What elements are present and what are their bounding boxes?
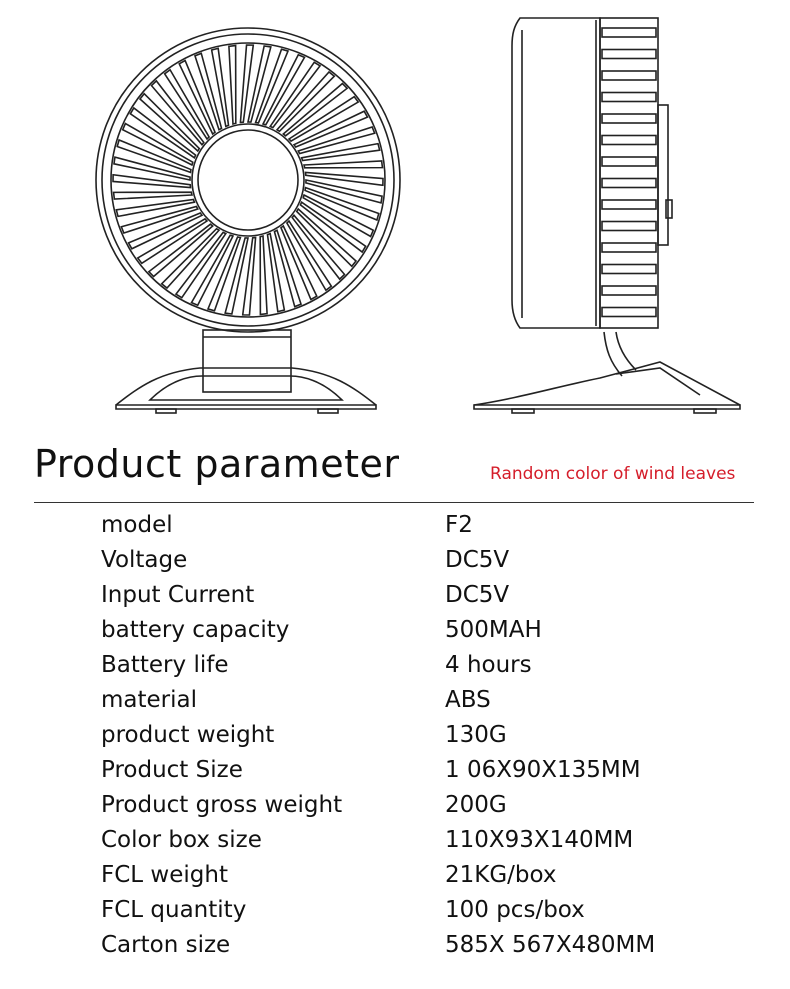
param-label: FCL weight bbox=[101, 862, 228, 888]
grille-slat bbox=[602, 157, 656, 166]
front-hub-ring bbox=[192, 124, 304, 236]
param-value: 100 pcs/box bbox=[445, 897, 585, 923]
param-row bbox=[0, 545, 790, 580]
fan-blade bbox=[304, 161, 382, 168]
fan-side-view bbox=[474, 18, 740, 413]
param-label: Product Size bbox=[101, 757, 243, 783]
param-value: 500MAH bbox=[445, 617, 542, 643]
grille-slat bbox=[602, 71, 656, 80]
param-label: Input Current bbox=[101, 582, 255, 608]
param-row bbox=[0, 510, 790, 545]
param-row bbox=[0, 860, 790, 895]
grille-slat bbox=[602, 222, 656, 231]
grille-slat bbox=[602, 50, 656, 59]
param-label: Color box size bbox=[101, 827, 262, 853]
param-value: ABS bbox=[445, 687, 491, 713]
param-row bbox=[0, 930, 790, 965]
param-value: 4 hours bbox=[445, 652, 532, 678]
param-value: 1 06X90X135MM bbox=[445, 757, 641, 783]
grille-slat bbox=[602, 265, 656, 274]
param-row bbox=[0, 825, 790, 860]
param-value: F2 bbox=[445, 512, 473, 538]
grille-slat bbox=[602, 243, 656, 252]
param-row bbox=[0, 650, 790, 685]
front-neck bbox=[203, 330, 291, 392]
param-value: DC5V bbox=[445, 582, 510, 608]
grille-slat bbox=[602, 308, 656, 317]
param-value: DC5V bbox=[445, 547, 510, 573]
grille-slat bbox=[602, 286, 656, 295]
param-value: 200G bbox=[445, 792, 507, 818]
param-value: 130G bbox=[445, 722, 507, 748]
fan-blade bbox=[113, 175, 190, 188]
param-row bbox=[0, 580, 790, 615]
side-grille bbox=[600, 18, 658, 328]
param-value: 585X 567X480MM bbox=[445, 932, 656, 958]
param-value: 110X93X140MM bbox=[445, 827, 634, 853]
param-row bbox=[0, 895, 790, 930]
front-outer-ring bbox=[96, 28, 400, 332]
grille-slat bbox=[602, 136, 656, 145]
param-label: battery capacity bbox=[101, 617, 290, 643]
grille-slat bbox=[602, 114, 656, 123]
divider-line bbox=[34, 502, 754, 503]
grille-slat bbox=[602, 93, 656, 102]
param-row bbox=[0, 685, 790, 720]
color-note: Random color of wind leaves bbox=[490, 464, 736, 484]
fan-blade bbox=[240, 45, 253, 122]
param-label: model bbox=[101, 512, 173, 538]
fan-blade bbox=[243, 238, 256, 315]
param-label: product weight bbox=[101, 722, 275, 748]
param-label: FCL quantity bbox=[101, 897, 247, 923]
fan-front-view bbox=[96, 28, 400, 413]
fan-blade bbox=[260, 236, 267, 314]
param-label: Product gross weight bbox=[101, 792, 343, 818]
side-body bbox=[512, 18, 600, 328]
param-label: material bbox=[101, 687, 197, 713]
fan-blade bbox=[114, 192, 192, 199]
param-label: Battery life bbox=[101, 652, 229, 678]
param-label: Voltage bbox=[101, 547, 188, 573]
grille-slat bbox=[602, 200, 656, 209]
fan-blade bbox=[229, 46, 236, 124]
fan-blade bbox=[306, 172, 383, 185]
param-row bbox=[0, 615, 790, 650]
parameter-table bbox=[0, 510, 790, 965]
grille-slat bbox=[602, 179, 656, 188]
product-drawings bbox=[0, 0, 790, 430]
param-row bbox=[0, 790, 790, 825]
grille-slat bbox=[602, 28, 656, 37]
section-heading: Product parameter bbox=[34, 442, 400, 486]
param-label: Carton size bbox=[101, 932, 231, 958]
param-row bbox=[0, 755, 790, 790]
param-value: 21KG/box bbox=[445, 862, 557, 888]
param-row bbox=[0, 720, 790, 755]
